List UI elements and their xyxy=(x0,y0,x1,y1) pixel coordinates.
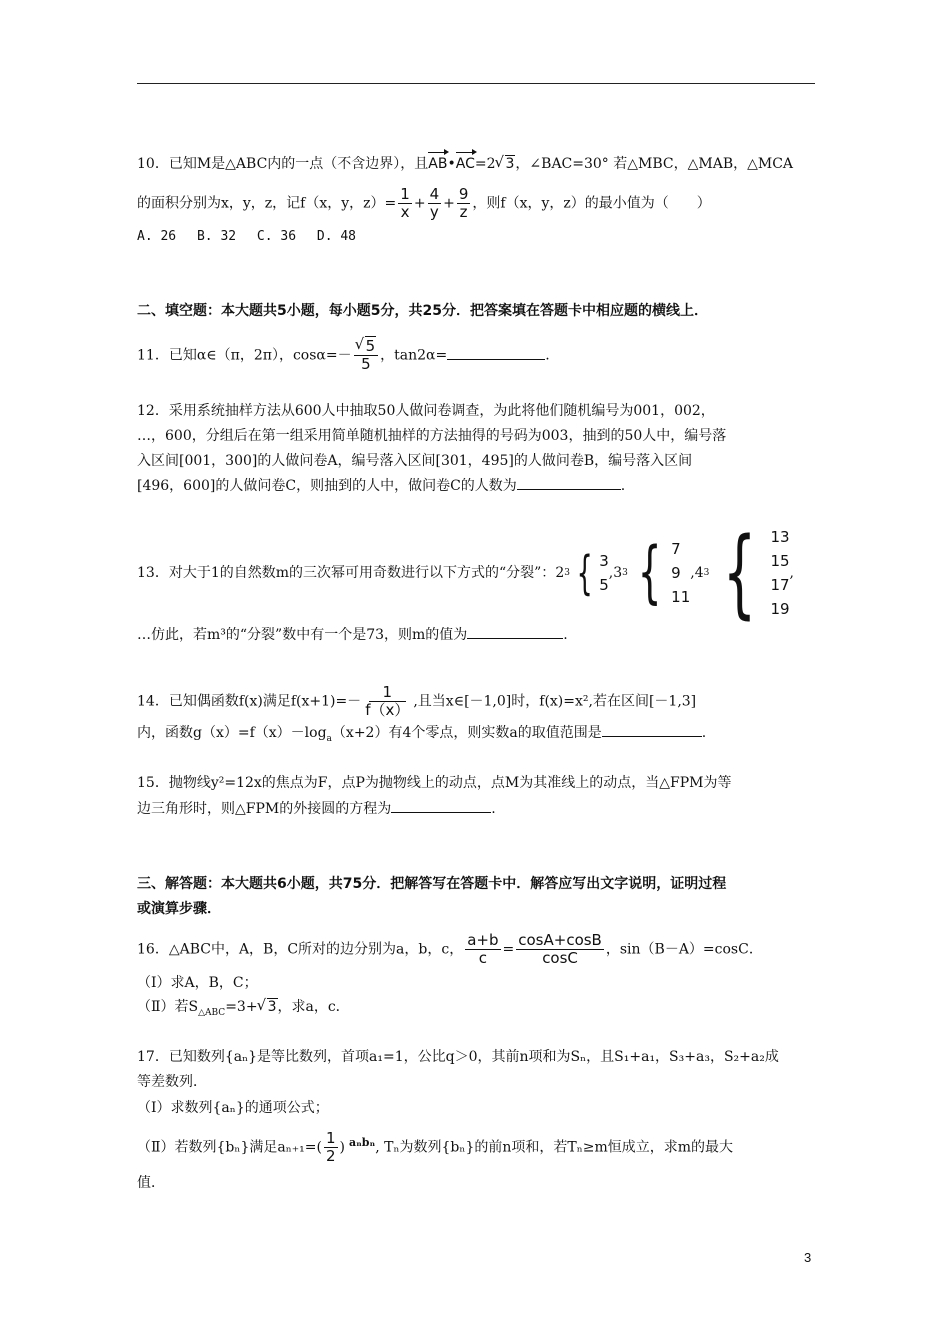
comma: , xyxy=(608,564,614,581)
q10-text-b: ，∠BAC=30° 若△MBC，△MAB，△MCA xyxy=(515,156,794,172)
split-4 xyxy=(770,525,789,621)
q11-text-a: 11．已知α∈（π，2π），cosα=－ xyxy=(137,347,352,364)
period: . xyxy=(620,478,626,494)
odd-19: 19 xyxy=(770,599,790,618)
sqrt-3: √ 3 xyxy=(496,153,516,175)
left-brace: { xyxy=(576,545,593,600)
answer-blank-14[interactable] xyxy=(602,722,702,737)
period: . xyxy=(701,725,707,741)
log-base: a xyxy=(326,733,332,744)
question-15-line2 xyxy=(137,798,496,820)
question-17-line1: 17．已知数列{aₙ}是等比数列，首项a₁=1，公比q＞0，其前n项和为Sₙ，且S₁+a₁，S₃+a₃，S₂+a₂成 xyxy=(137,1049,779,1065)
plus: + xyxy=(413,195,426,212)
answer-blank-11[interactable] xyxy=(447,345,545,360)
question-12-line3: 入区间[001，300]的人做问卷A，编号落入区间[301，495]的人做问卷B，编号落入区间 xyxy=(137,453,693,469)
fraction-cos-sum-over-cosc: $\frac{\cos A+\cos B}{\cos C}$ xyxy=(518,931,602,967)
question-17-line2: 等差数列． xyxy=(137,1074,207,1090)
q10-text-d: ，则f（x，y，z）的最小值为（ ） xyxy=(472,195,711,212)
header-rule xyxy=(137,83,815,84)
fraction-a-plus-b-over-c: $\frac{a+b}{c}$ xyxy=(467,931,499,967)
question-10-options: A. 26 B. 32 C. 36 D. 48 xyxy=(137,229,357,244)
odd-17: 17 xyxy=(770,575,790,594)
period: . xyxy=(491,801,496,817)
q12-text: [496，600]的人做问卷C，则抽到的人中，做问卷C的人数为 xyxy=(137,478,517,494)
question-17-line4: 值． xyxy=(137,1175,165,1191)
q16-part2-text-c: ，求a，c． xyxy=(277,999,350,1015)
answer-blank-15[interactable] xyxy=(391,798,491,813)
odd-15: 15 xyxy=(770,551,790,570)
question-11 xyxy=(137,338,550,373)
base-4: 4 xyxy=(694,564,704,581)
q16-part2-text-b: =3+ xyxy=(225,999,258,1015)
vector-ab: AB xyxy=(428,150,447,175)
close-paren: ) xyxy=(339,1139,345,1156)
odd-9: 9 xyxy=(671,563,681,582)
odd-5: 5 xyxy=(599,575,609,594)
q17-part2-text-a: （Ⅱ）若数列{bₙ}满足aₙ₊₁=( xyxy=(137,1139,322,1156)
question-16-part1: （Ⅰ）求A，B，C； xyxy=(137,975,258,991)
odd-11: 11 xyxy=(671,587,691,606)
question-12-line2: …，600，分组后在第一组采用简单随机抽样的方法抽得的号码为003，抽到的50人中，编号落 xyxy=(137,428,727,444)
odd-7: 7 xyxy=(671,539,681,558)
q14-text-b: ,且当x∈[－1,0]时，f(x)=x²,若在区间[－1,3] xyxy=(413,693,697,710)
q16-part2-text-a: （Ⅱ）若S xyxy=(137,999,199,1015)
exponent: 3 xyxy=(622,567,628,578)
answer-blank-12[interactable] xyxy=(517,475,621,490)
question-16-line1 xyxy=(137,932,763,967)
odd-13: 13 xyxy=(770,527,790,546)
question-14-line2 xyxy=(137,722,706,750)
q16-text-b: ，sin（B－A）=cosC． xyxy=(605,941,763,958)
q15-text: 边三角形时，则△FPM的外接圆的方程为 xyxy=(137,801,392,817)
fraction-1-2: $\frac{1}{2}$ xyxy=(325,1129,336,1165)
exponent: 3 xyxy=(564,567,570,578)
question-10-line2 xyxy=(137,186,711,221)
left-brace: { xyxy=(637,532,662,612)
q10-text-c: 的面积分别为x，y，z，记f（x，y，z）= xyxy=(137,195,397,212)
q14-text-a: 14．已知偶函数f(x)满足f(x+1)=－ xyxy=(137,693,362,710)
question-17-part1: （Ⅰ）求数列{aₙ}的通项公式； xyxy=(137,1100,329,1116)
question-17-part2 xyxy=(137,1130,733,1165)
answer-blank-13[interactable] xyxy=(467,624,563,639)
comma: , xyxy=(690,564,695,581)
q10-eq: =2 xyxy=(474,156,496,172)
question-12-line4 xyxy=(137,475,625,497)
split-2 xyxy=(599,549,609,597)
question-10-line1 xyxy=(137,150,793,175)
q13-text: 13．对大于1的自然数m的三次幂可用奇数进行以下方式的“分裂”： xyxy=(137,564,556,581)
q17-part2-text-b: , Tₙ为数列{bₙ}的前n项和，若Tₙ≥m恒成立，求m的最大 xyxy=(375,1139,734,1156)
fraction-1-x: $\frac{1}{x}$ xyxy=(400,185,410,221)
sqrt-3: √ 3 xyxy=(258,996,278,1018)
question-13-line1 xyxy=(137,516,794,629)
area-subscript: △ABC xyxy=(198,1007,226,1018)
dot-product: • xyxy=(447,156,456,172)
base-3: 3 xyxy=(613,564,623,581)
plus: + xyxy=(443,195,455,212)
section-3-heading-line1: 三、解答题：本大题共6小题，共75分．把解答写在答题卡中．解答应写出文字说明，证明过程 xyxy=(137,876,727,892)
section-2-heading: 二、填空题：本大题共5小题，每小题5分，共25分．把答案填在答题卡中相应题的横线上． xyxy=(137,303,708,319)
section-3-heading-line2: 或演算步骤． xyxy=(137,901,221,917)
period: . xyxy=(545,347,550,364)
question-15-line1: 15．抛物线y²=12x的焦点为F，点P为抛物线上的动点，点M为其准线上的动点，当△FPM为等 xyxy=(137,775,732,791)
q16-text-a: 16．△ABC中，A，B，C所对的边分别为a，b，c， xyxy=(137,941,464,958)
page-number: 3 xyxy=(804,1250,812,1265)
period: . xyxy=(563,627,568,643)
odd-3: 3 xyxy=(599,551,609,570)
q13-text-b: …仿此，若m³的“分裂”数中有一个是73，则m的值为 xyxy=(137,627,468,643)
base-2: 2 xyxy=(555,564,565,581)
q10-text-a: 10．已知M是△ABC内的一点（不含边界），且 xyxy=(137,156,429,172)
q14-text-c: 内，函数g（x）=f（x）－log xyxy=(137,725,327,741)
fraction-9-z: $\frac{9}{z}$ xyxy=(458,185,469,221)
exponent: 3 xyxy=(703,567,710,578)
q11-text-b: ，tan2α= xyxy=(380,347,448,364)
question-16-part2 xyxy=(137,996,350,1024)
exponent-an-bn: aₙbₙ xyxy=(348,1135,376,1149)
question-13-line2 xyxy=(137,624,568,646)
split-3 xyxy=(671,537,690,609)
question-12-line1: 12．采用系统抽样方法从600人中抽取50人做问卷调查，为此将他们随机编号为001，002， xyxy=(137,403,715,419)
fraction-sqrt5-5: √ $\frac{5}{5}$ xyxy=(354,338,379,373)
q14-text-d: （x+2）有4个零点，则实数a的取值范围是 xyxy=(331,725,602,741)
comma: , xyxy=(789,564,794,581)
vector-ac: AC xyxy=(456,150,475,175)
left-brace: { xyxy=(723,516,757,629)
fraction-1-fx: $\frac{1}{f(x)}$ xyxy=(365,683,410,719)
equals: = xyxy=(502,941,515,958)
question-14-line1 xyxy=(137,684,696,719)
fraction-4-y: $\frac{4}{y}$ xyxy=(429,185,440,221)
